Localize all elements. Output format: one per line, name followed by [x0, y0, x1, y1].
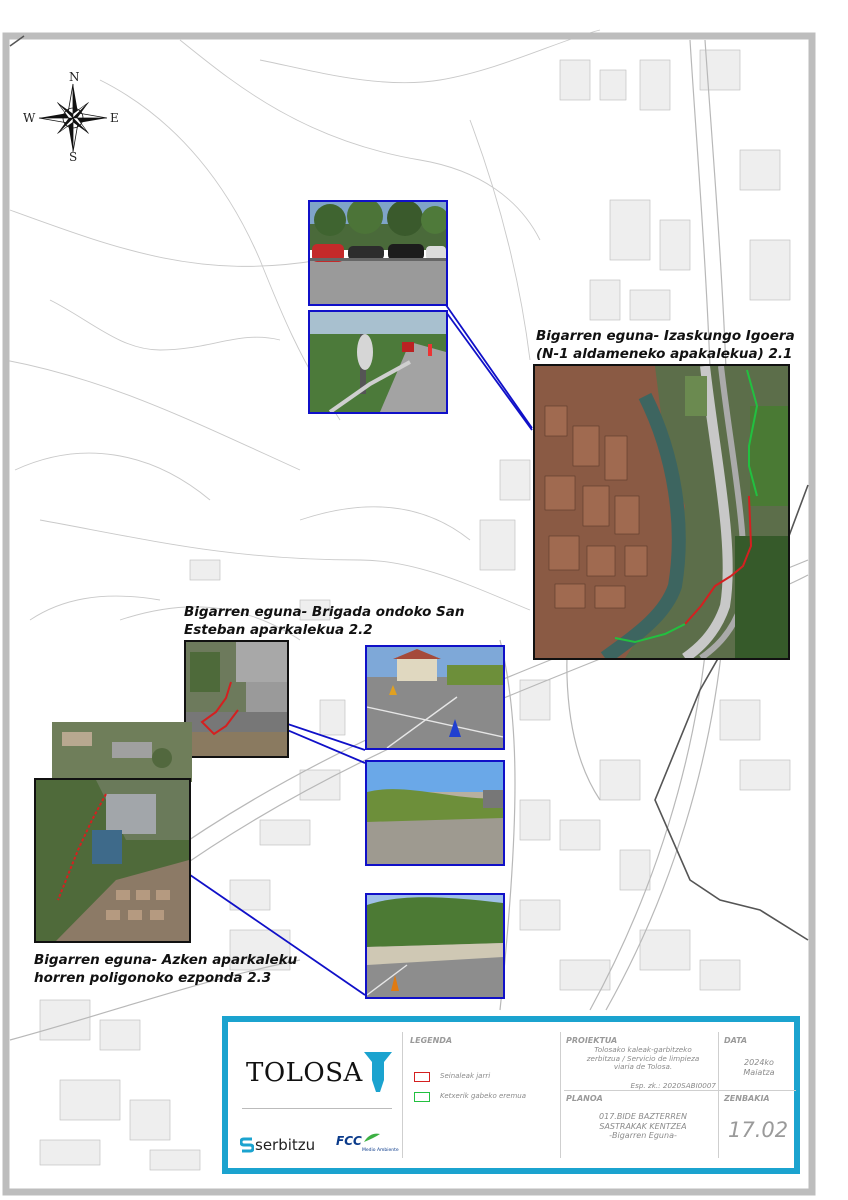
site3-aerial-map	[34, 778, 191, 943]
divider-1	[402, 1032, 403, 1158]
site1-title	[536, 327, 795, 363]
site2-title-line1: Bigarren eguna- Brigada ondoko San	[184, 604, 465, 620]
divider-3	[718, 1032, 719, 1158]
planoa-line3: -Bigarren Eguna-	[609, 1131, 677, 1140]
legend-item-clear	[414, 1092, 554, 1104]
data-line1: 2024ko	[744, 1058, 774, 1067]
site2-title-line2: Esteban aparkalekua 2.2	[184, 622, 373, 638]
tolosa-logo-text: TOLOSA	[246, 1058, 363, 1088]
site3-title-line1: Bigarren eguna- Azken aparkaleku	[34, 952, 298, 968]
site2-title	[184, 603, 465, 639]
legend-item-signs-label: Seinaleak jarri	[440, 1072, 491, 1080]
zenbakia-label: ZENBAKIA	[724, 1094, 770, 1103]
fcc-logo	[336, 1132, 399, 1158]
legend-item-signs	[414, 1072, 554, 1084]
compass-w: W	[23, 111, 36, 125]
data-value	[724, 1058, 794, 1077]
planoa-label: PLANOA	[566, 1094, 603, 1103]
site3-title	[34, 951, 297, 987]
site2-photo-slope	[365, 760, 505, 866]
site1-photo-road	[308, 310, 448, 414]
planoa-line2: SASTRAKAK KENTZEA	[599, 1121, 687, 1131]
proiektua-line3: viaria de Tolosa.	[613, 1062, 673, 1071]
legend-item-clear-label: Ketxerik gabeko eremua	[440, 1092, 527, 1100]
legenda-label: LEGENDA	[410, 1036, 453, 1045]
tolosa-logo	[242, 1052, 392, 1094]
fcc-logo-text: FCC	[336, 1134, 362, 1148]
proiektua-line1: Tolosako kaleak-garbitzeko	[594, 1045, 692, 1054]
legend-swatch-green	[414, 1092, 430, 1102]
serbitzu-logo	[240, 1136, 330, 1156]
legend-swatch-red	[414, 1072, 430, 1082]
site1-title-line1: Bigarren eguna- Izaskungo Igoera	[536, 328, 795, 344]
site1-title-line2: (N-1 aldameneko apakalekua) 2.1	[536, 346, 793, 362]
fcc-logo-subtext: Medio Ambiente	[362, 1148, 399, 1153]
compass-rose	[23, 70, 128, 164]
data-line2: Maiatza	[743, 1067, 775, 1077]
planoa-text	[568, 1112, 718, 1141]
proiektua-label: PROIEKTUA	[566, 1036, 618, 1045]
divider-2	[560, 1032, 561, 1158]
site3-context-aerial	[52, 722, 192, 782]
site3-title-line2: horren poligonoko ezponda 2.3	[34, 970, 272, 986]
zenbakia-value: 17.02	[728, 1118, 789, 1142]
serbitzu-logo-text: serbitzu	[255, 1136, 316, 1154]
site2-photo-parking	[365, 645, 505, 750]
proiektua-line2: zerbitzua / Servicio de limpieza	[586, 1053, 700, 1063]
fcc-leaf-icon	[362, 1132, 382, 1144]
serbitzu-logo-icon	[240, 1137, 254, 1153]
proiektua-text	[568, 1046, 718, 1072]
planoa-line1: 017.BIDE BAZTERREN	[599, 1112, 687, 1121]
site3-photo-wall	[365, 893, 505, 999]
brand-divider	[242, 1108, 392, 1109]
esp-number: Esp. zk.: 2020SABI0007	[630, 1081, 716, 1090]
compass-s: S	[69, 150, 78, 164]
tolosa-logo-mark-icon	[364, 1052, 392, 1094]
title-block	[222, 1016, 800, 1174]
site2-aerial-map	[184, 640, 289, 758]
compass-n: N	[69, 70, 80, 84]
site1-photo-parking	[308, 200, 448, 306]
data-label: DATA	[724, 1036, 748, 1045]
compass-e: E	[110, 111, 119, 125]
site1-aerial-map	[533, 364, 790, 660]
